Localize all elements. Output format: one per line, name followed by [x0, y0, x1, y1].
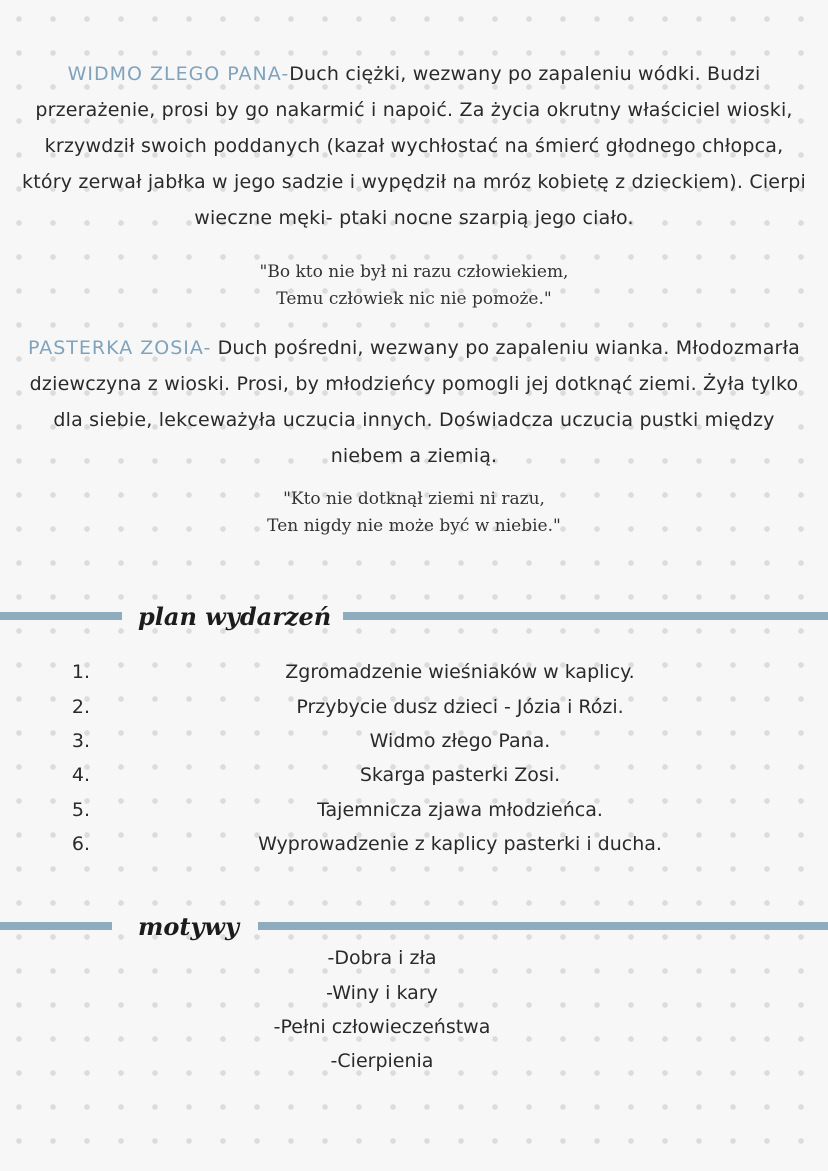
motif-item: -Dobra i zła [327, 947, 437, 969]
plan-item-text: Skarga pasterki Zosi. [359, 764, 561, 786]
plan-item [0, 827, 828, 861]
widmo-line-3: krzywdził swoich poddanych (kazał wychłostać na śmierć głodnego chłopca, [44, 135, 784, 157]
motif-item: -Winy i kary [326, 982, 438, 1004]
plan-item [0, 793, 828, 827]
plan-item-number: 3. [71, 730, 90, 752]
plan-item [0, 690, 828, 724]
zosia-quote-line-1: "Kto nie dotknął ziemi ni razu, [283, 489, 545, 509]
plan-item-number: 2. [71, 696, 90, 718]
motywy-divider-right [258, 922, 828, 930]
plan-item [0, 655, 828, 689]
plan-item-number: 4. [71, 764, 90, 786]
widmo-paragraph [0, 56, 828, 236]
zosia-line-1: PASTERKA ZOSIA- Duch pośredni, wezwany po zapaleniu wianka. Młodozmarła [27, 337, 801, 359]
plan-item-number: 6. [71, 833, 90, 855]
plan-item-text: Przybycie dusz dzieci - Józia i Rózi. [296, 696, 624, 718]
widmo-line-4: który zerwał jabłka w jego sadzie i wypędził na mróz kobietę z dzieckiem). Cierpi [22, 171, 806, 193]
plan-item [0, 758, 828, 792]
plan-divider-left [0, 612, 122, 620]
zosia-label: PASTERKA ZOSIA- [27, 337, 212, 359]
plan-item-text: Zgromadzenie wieśniaków w kaplicy. [285, 661, 635, 683]
zosia-quote-line-2: Ten nigdy nie może być w niebie." [267, 516, 561, 536]
zosia-line-2: dziewczyna z wioski. Prosi, by młodzieńcy pomogli jej dotknąć ziemi. Żyła tylko [29, 373, 799, 395]
motif-item: -Cierpienia [330, 1050, 434, 1072]
widmo-line-2: przerażenie, prosi by go nakarmić i napoić. Za życia okrutny właściciel wioski, [35, 99, 793, 121]
widmo-line-1: WIDMO ZLEGO PANA-Duch ciężki, wezwany po zapaleniu wódki. Budzi [67, 63, 761, 85]
zosia-line-3: dla siebie, lekceważyła uczucia innych. Doświadcza uczucia pustki między [53, 409, 775, 431]
motywy-divider-left [0, 922, 112, 930]
widmo-quote-line-2: Temu człowiek nic nie pomoże." [276, 289, 552, 309]
plan-item-number: 5. [71, 799, 90, 821]
plan-item-text: Wyprowadzenie z kaplicy pasterki i ducha. [258, 833, 662, 855]
motif-item: -Pełni człowieczeństwa [273, 1016, 491, 1038]
zosia-line-4: niebem a ziemią. [330, 445, 498, 467]
plan-item-text: Widmo złego Pana. [369, 730, 551, 752]
widmo-label: WIDMO ZLEGO PANA- [67, 63, 290, 85]
widmo-quote [0, 259, 828, 313]
plan-heading: plan wydarzeń [138, 602, 332, 631]
motywy-heading: motywy [138, 912, 240, 941]
zosia-quote [0, 486, 828, 540]
widmo-line-5: wieczne męki- ptaki nocne szarpią jego ciało. [194, 207, 634, 229]
zosia-paragraph [0, 330, 828, 474]
widmo-quote-line-1: "Bo kto nie był ni razu człowiekiem, [259, 262, 569, 282]
plan-divider-right [343, 612, 828, 620]
plan-item-number: 1. [71, 661, 90, 683]
plan-item-text: Tajemnicza zjawa młodzieńca. [317, 799, 603, 821]
plan-item [0, 724, 828, 758]
